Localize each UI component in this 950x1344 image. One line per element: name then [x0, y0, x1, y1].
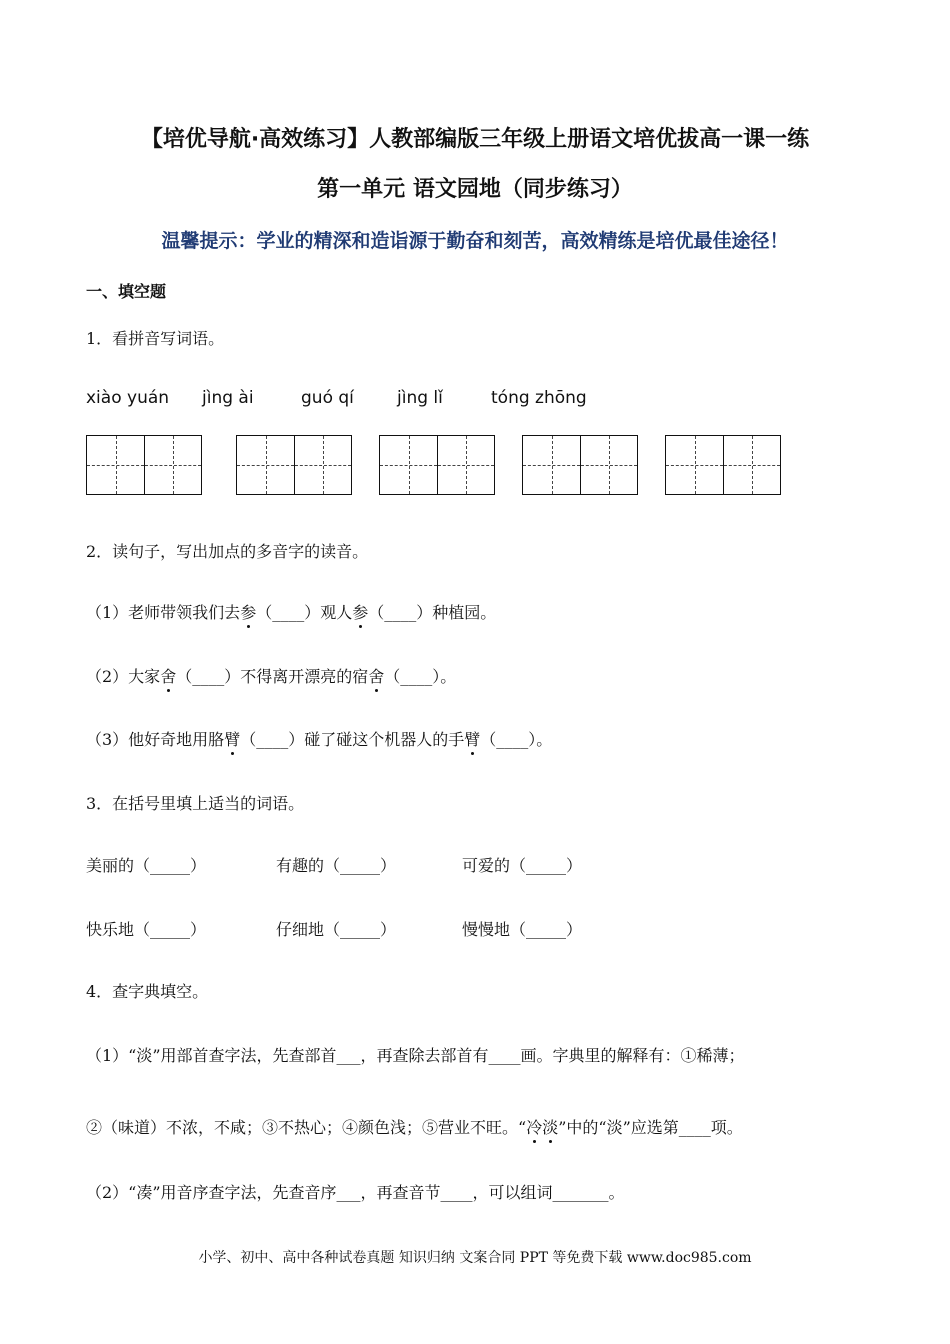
writing-grid[interactable] [665, 435, 781, 495]
dotted-char: 参 [352, 600, 368, 623]
sentence-text[interactable]: （____）。 [384, 667, 457, 686]
tip-banner: 温馨提示：学业的精深和造诣源于勤奋和刻苦，高效精练是培优最佳途径！ [161, 230, 789, 252]
fill-item[interactable]: 快乐地（_____） [86, 920, 207, 939]
dotted-char: 参 [240, 600, 256, 623]
question-4-line-1[interactable]: （1）“淡”用部首查字法，先查部首___，再查除去部首有____画。字典里的解释有：①稀薄； [86, 1046, 745, 1065]
grid-cell[interactable] [666, 436, 723, 494]
sentence-text: （3）他好奇地用胳 [86, 730, 225, 749]
grid-cell[interactable] [437, 436, 494, 494]
document-title: 【培优导航·高效练习】人教部编版三年级上册语文培优拔高一课一练 [140, 127, 810, 152]
pinyin-5: tóng zhōng [491, 388, 587, 408]
question-1-stem: 1．看拼音写词语。 [86, 329, 225, 348]
fill-item[interactable]: 可爱的（_____） [462, 856, 583, 875]
question-4-stem: 4．查字典填空。 [86, 982, 209, 1001]
grid-cell[interactable] [380, 436, 437, 494]
pinyin-2: jìng ài [202, 388, 254, 408]
sentence-text[interactable]: （____）碰了碰这个机器人的手 [240, 730, 465, 749]
sentence-text[interactable]: ”中的“淡”应选第____项。 [558, 1118, 743, 1137]
grid-cell[interactable] [87, 436, 144, 494]
fill-item[interactable]: 美丽的（_____） [86, 856, 207, 875]
writing-grid[interactable] [522, 435, 638, 495]
fill-item[interactable]: 慢慢地（_____） [462, 920, 583, 939]
dotted-char: 冷 [526, 1115, 542, 1138]
question-2-sentence-2 [86, 664, 456, 687]
sentence-text: （1）老师带领我们去 [86, 603, 241, 622]
sentence-text[interactable]: （____）观人 [256, 603, 353, 622]
dotted-char: 臂 [224, 727, 240, 750]
question-4-line-3[interactable]: （2）“凑”用音序查字法，先查音序___，再查音节____，可以组词_______。 [86, 1183, 625, 1202]
dotted-char: 淡 [542, 1115, 558, 1138]
sentence-text[interactable]: （____）种植园。 [368, 603, 497, 622]
grid-cell[interactable] [144, 436, 201, 494]
dotted-char: 臂 [464, 727, 480, 750]
grid-cell[interactable] [580, 436, 637, 494]
grid-cell[interactable] [294, 436, 351, 494]
section-heading: 一、填空题 [86, 282, 167, 301]
writing-grid[interactable] [236, 435, 352, 495]
question-3-stem: 3．在括号里填上适当的词语。 [86, 794, 305, 813]
pinyin-1: xiào yuán [86, 388, 170, 408]
fill-item[interactable]: 仔细地（_____） [276, 920, 397, 939]
dotted-char: 舍 [368, 664, 384, 687]
writing-grid[interactable] [86, 435, 202, 495]
question-2-stem: 2．读句子，写出加点的多音字的读音。 [86, 542, 369, 561]
pinyin-3: guó qí [301, 388, 354, 408]
sentence-text: ②（味道）不浓，不咸；③不热心；④颜色浅；⑤营业不旺。“ [86, 1118, 527, 1137]
grid-cell[interactable] [723, 436, 780, 494]
dotted-char: 舍 [160, 664, 176, 687]
question-4-line-2 [86, 1115, 743, 1138]
sentence-text: （2）大家 [86, 667, 161, 686]
question-2-sentence-3 [86, 727, 552, 750]
document-subtitle: 第一单元 语文园地（同步练习） [317, 177, 633, 202]
sentence-text[interactable]: （____）不得离开漂亮的宿 [176, 667, 369, 686]
grid-cell[interactable] [523, 436, 580, 494]
pinyin-4: jìng lǐ [397, 388, 443, 408]
grid-cell[interactable] [237, 436, 294, 494]
question-2-sentence-1 [86, 600, 496, 623]
writing-grid[interactable] [379, 435, 495, 495]
page-footer: 小学、初中、高中各种试卷真题 知识归纳 文案合同 PPT 等免费下载 www.doc985.com [198, 1250, 752, 1266]
fill-item[interactable]: 有趣的（_____） [276, 856, 397, 875]
sentence-text[interactable]: （____）。 [480, 730, 553, 749]
